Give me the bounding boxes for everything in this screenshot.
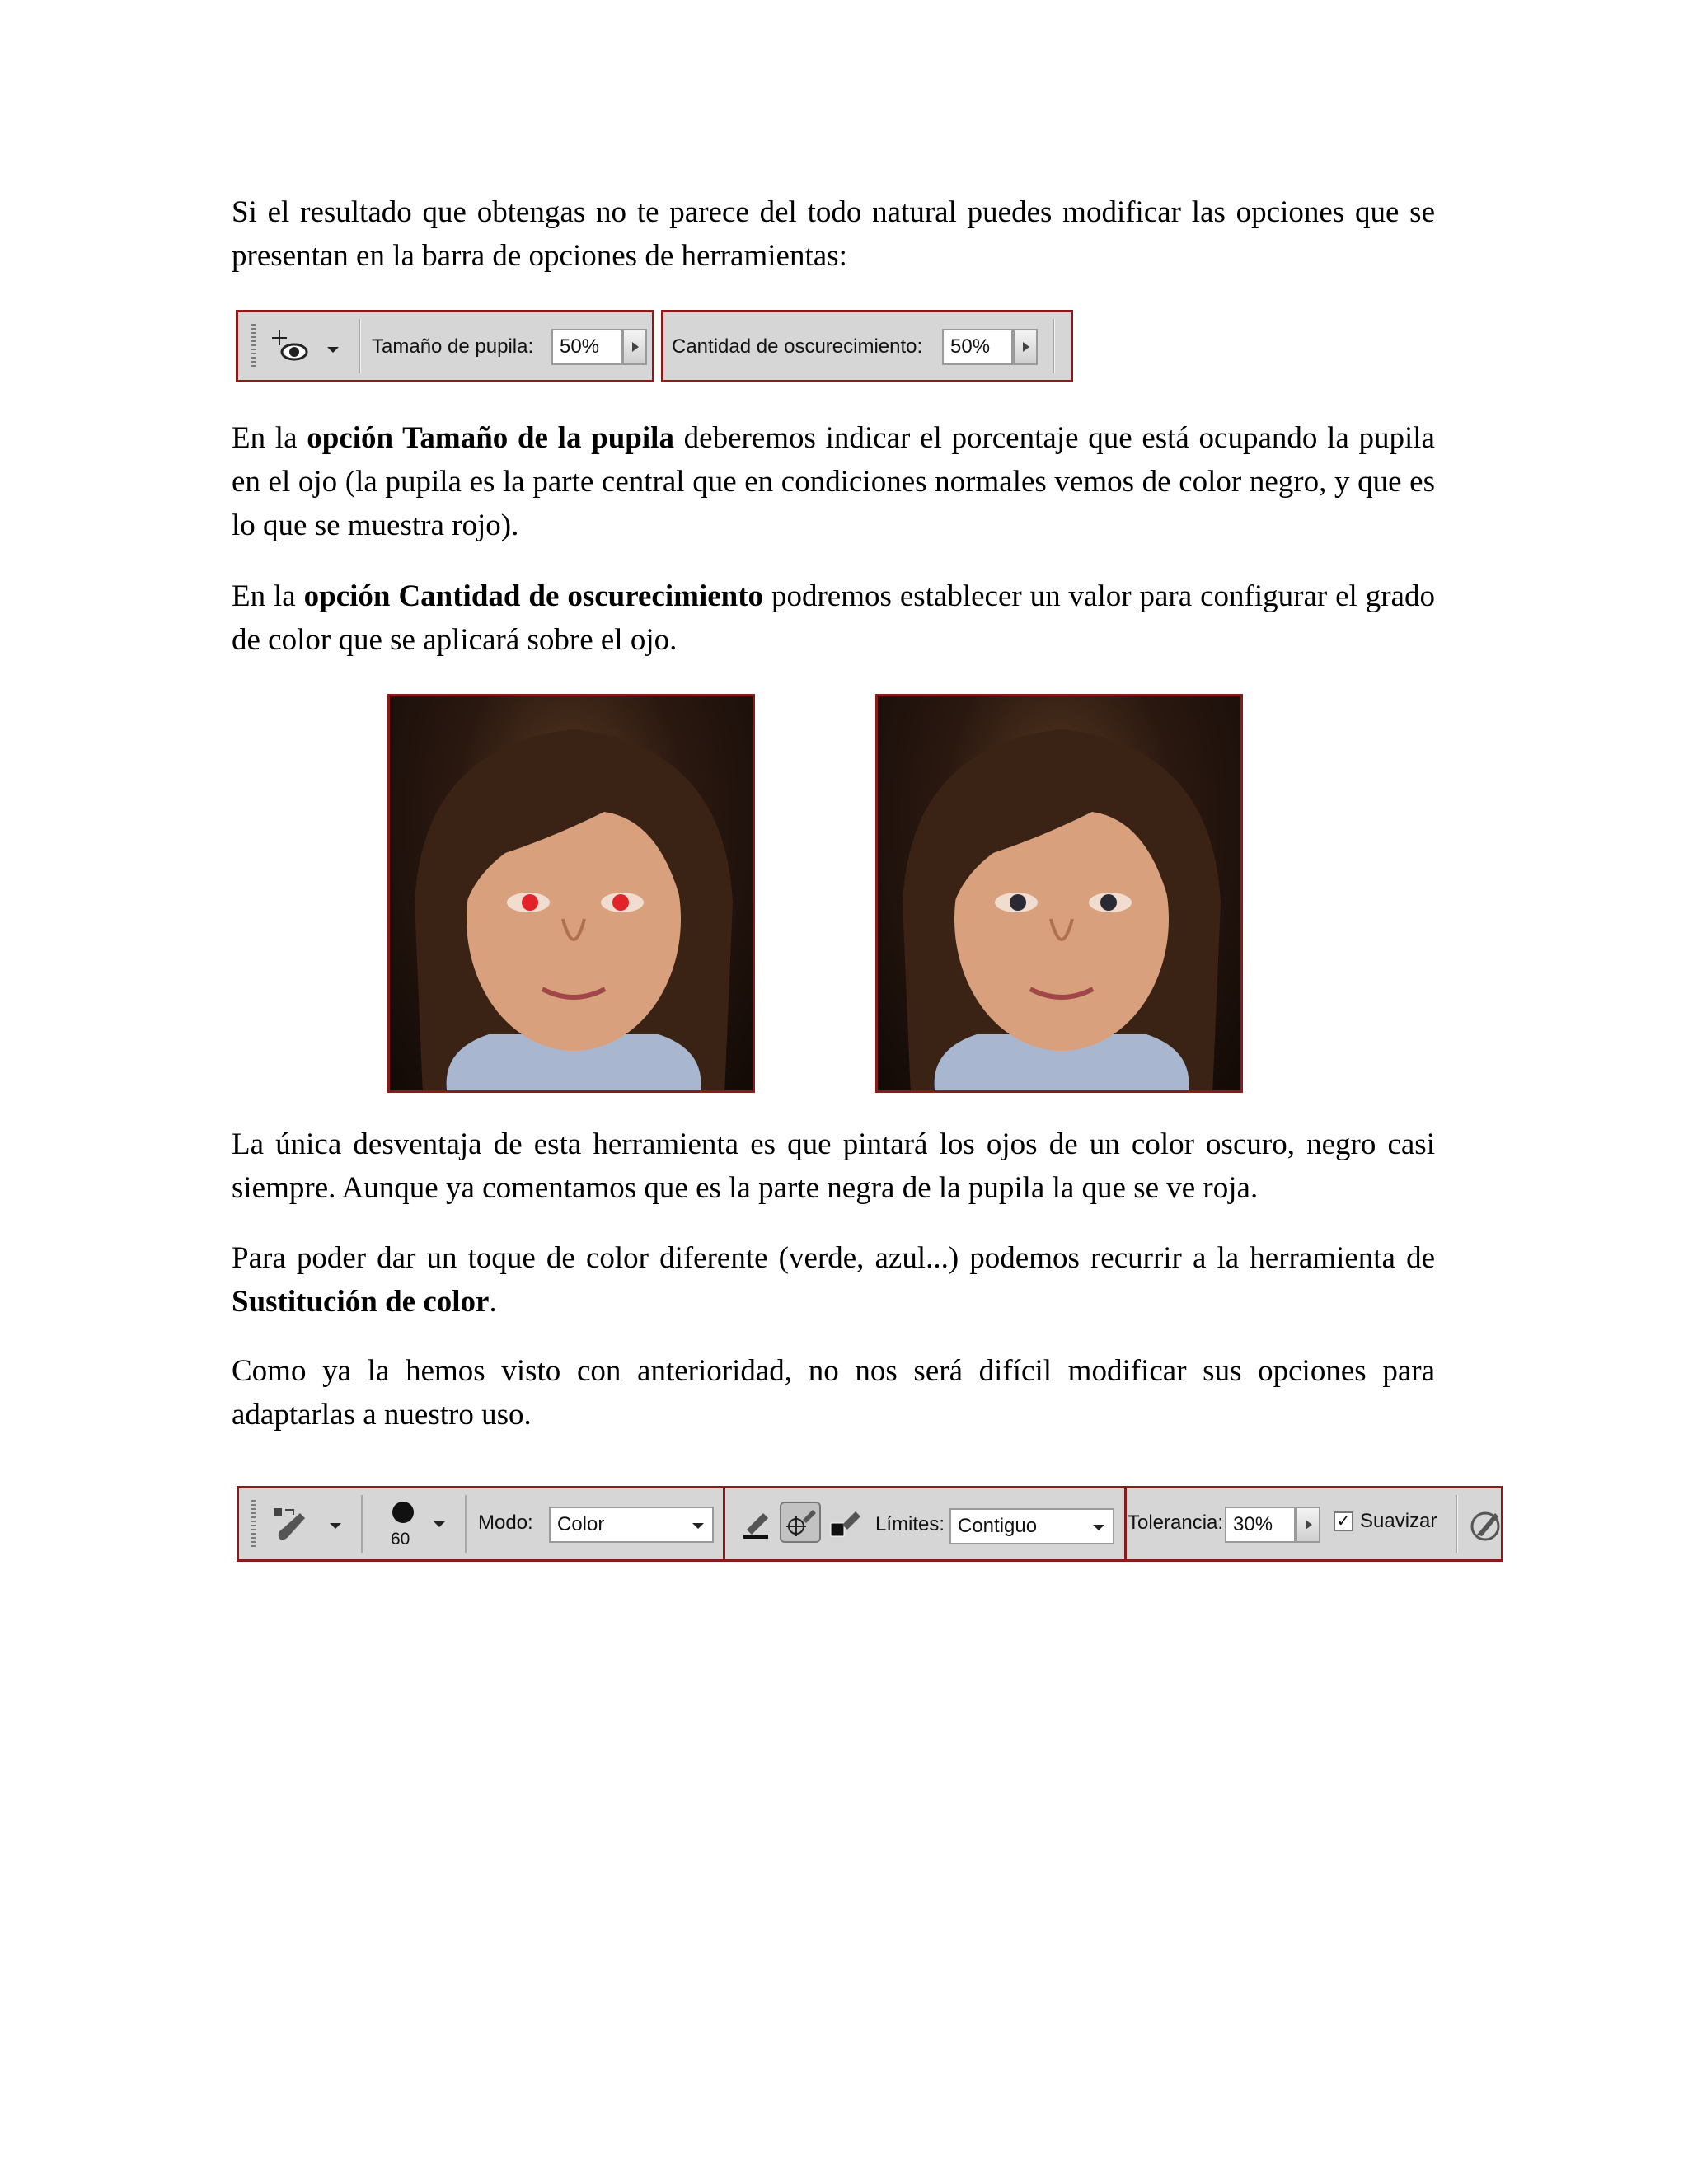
tablet-pressure-icon[interactable]: [1469, 1505, 1505, 1544]
limits-label: Límites:: [875, 1513, 945, 1535]
color-replacement-options-bar: [237, 1486, 1503, 1562]
brush-picker-chevron-down-icon[interactable]: [434, 1521, 445, 1527]
mode-select[interactable]: [549, 1507, 714, 1543]
text-span: podremos establecer un valor para configurar el grado de color que se aplicará sobre el ojo.: [232, 579, 1435, 657]
tool-preset-chevron-down-icon[interactable]: [327, 347, 339, 353]
pupil-size-input[interactable]: 50%: [551, 329, 622, 365]
checkmark-icon: ✓: [1336, 1512, 1351, 1530]
red-eye-options-bar: [236, 310, 1073, 382]
tool-preset-chevron-down-icon[interactable]: [330, 1523, 341, 1529]
tolerance-input[interactable]: 30%: [1225, 1507, 1296, 1543]
brush-size-label: 60: [391, 1530, 410, 1549]
color-replacement-tool-icon[interactable]: [269, 1503, 312, 1546]
text-span: deberemos indicar el porcentaje que está ocupando la pupila en el ojo (la pupila es la parte central que en condiciones normales vemos de color negro, y que es lo que se muestra rojo).: [232, 421, 1435, 542]
darken-amount-input[interactable]: 50%: [942, 329, 1013, 365]
disadvantage-paragraph: La única desventaja de esta herramienta es que pintará los ojos de un color oscuro, negro casi siempre. Aunque ya comentamos que es la parte negra de la pupila la que se ve roja.: [232, 1127, 1435, 1205]
pupil-size-label: Tamaño de pupila:: [372, 335, 534, 358]
tolerance-label: Tolerancia:: [1128, 1511, 1224, 1534]
darken-amount-label: Cantidad de oscurecimiento:: [672, 335, 923, 358]
mode-chevron-down-icon[interactable]: [692, 1523, 704, 1529]
text-span: Para poder dar un toque de color diferente (verde, azul...) podemos recurrir a la herramienta de: [232, 1241, 1435, 1275]
highlight-box-darken: [661, 310, 1073, 382]
bold-term: opción Cantidad de oscurecimiento: [303, 579, 764, 613]
bold-term: opción Tamaño de la pupila: [307, 421, 674, 455]
red-eye-tool-icon[interactable]: [270, 327, 311, 368]
sample-once-icon[interactable]: [780, 1502, 821, 1543]
text-span: .: [489, 1285, 497, 1319]
highlight-box-pupil: [236, 310, 654, 382]
text-span: En la: [232, 421, 307, 455]
intro-paragraph: Si el resultado que obtengas no te parece del todo natural puedes modificar las opciones que se presentan en la barra de opciones de herramientas:: [232, 195, 1435, 273]
sample-continuous-icon[interactable]: [738, 1505, 775, 1541]
brush-preview-icon[interactable]: [392, 1502, 414, 1523]
mode-label: Modo:: [478, 1511, 533, 1534]
photo-after-red-eye: [875, 694, 1243, 1093]
smooth-label: Suavizar: [1360, 1510, 1437, 1532]
sample-background-swatch-icon[interactable]: [828, 1505, 864, 1541]
tolerance-stepper[interactable]: [1296, 1507, 1320, 1543]
highlight-box-sampling: [723, 1486, 1127, 1562]
limits-select-value: Contiguo: [958, 1515, 1038, 1537]
darken-amount-paragraph: [232, 574, 1435, 662]
limits-select[interactable]: [950, 1508, 1114, 1544]
photo-before-red-eye: [387, 694, 755, 1093]
darken-amount-stepper[interactable]: [1013, 329, 1038, 365]
limits-chevron-down-icon[interactable]: [1093, 1525, 1104, 1530]
smooth-checkbox[interactable]: [1334, 1511, 1353, 1531]
text-span: En la: [232, 579, 304, 613]
color-replace-paragraph: [232, 1236, 1435, 1324]
bold-term: Sustitución de color: [232, 1285, 490, 1319]
mode-select-value: Color: [557, 1513, 605, 1535]
pupil-size-stepper[interactable]: [622, 329, 647, 365]
pupil-size-paragraph: [232, 416, 1435, 547]
options-paragraph: Como ya la hemos visto con anterioridad, no nos será difícil modificar sus opciones para adaptarlas a nuestro uso.: [232, 1354, 1435, 1432]
